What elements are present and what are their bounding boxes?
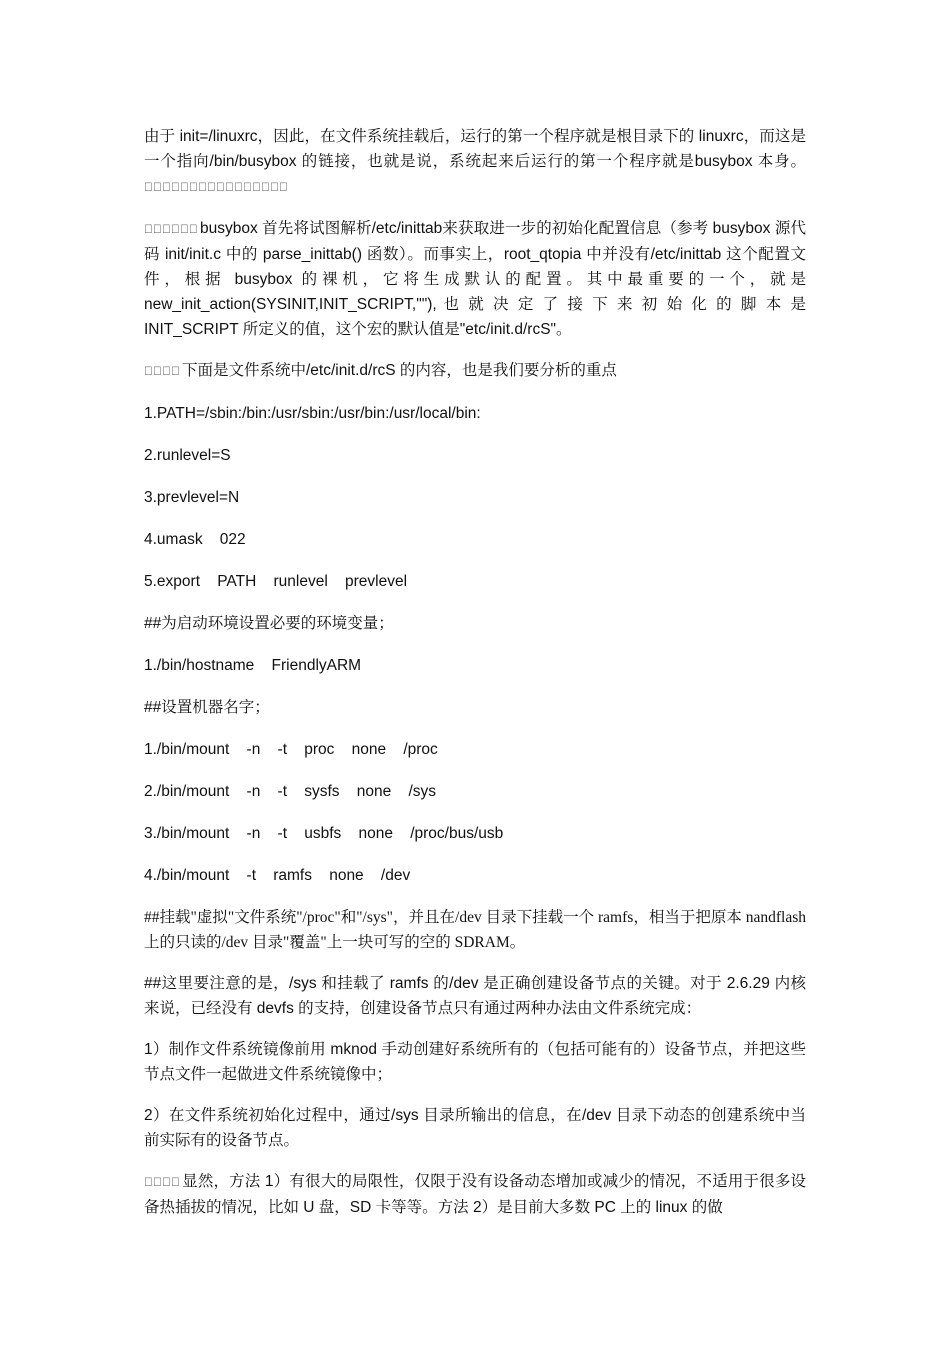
missing-glyphs: ￿￿￿￿￿￿: [144, 222, 198, 236]
paragraph-busybox-inittab: [144, 216, 806, 342]
code-line-export: 5.export PATH runlevel prevlevel: [144, 573, 408, 590]
comment-env-vars: ##为启动环境设置必要的环境变量；: [144, 615, 394, 632]
missing-glyphs: ￿￿￿￿: [144, 364, 180, 378]
document-body: [144, 124, 806, 1236]
missing-glyphs: ￿￿￿￿￿￿￿￿￿￿￿￿￿￿￿￿: [144, 180, 288, 194]
code-line-mount-dev: 4./bin/mount -t ramfs none /dev: [144, 867, 411, 884]
paragraph-rcs-intro: [144, 358, 806, 384]
code-line-umask: 4.umask 022: [144, 531, 246, 548]
paragraph-text: 下面是文件系统中/etc/init.d/rcS 的内容，也是我们要分析的重点: [182, 362, 617, 379]
code-line-path: 1.PATH=/sbin:/bin:/usr/sbin:/usr/bin:/usr/local/bin:: [144, 405, 481, 422]
comment-hostname: ##设置机器名字；: [144, 699, 270, 716]
paragraph-text: 由于 init=/linuxrc，因此，在文件系统挂载后，运行的第一个程序就是根目录下的 linuxrc，而这是一个指向/bin/busybox 的链接，也就是说，系统起来后运行的第一个程序就是busybox 本身。: [144, 128, 806, 170]
comment-mount-virtual-fs: ##挂载"虚拟"文件系统"/proc"和"/sys"，并且在/dev 目录下挂载一个 ramfs，相当于把原本 nandflash 上的只读的/dev 目录"覆盖"上一块可写的空的 SDRAM。: [144, 909, 806, 951]
code-line-mount-usb: 3./bin/mount -n -t usbfs none /proc/bus/usb: [144, 825, 504, 842]
code-line-mount-proc: 1./bin/mount -n -t proc none /proc: [144, 741, 438, 758]
code-line-runlevel: 2.runlevel=S: [144, 447, 231, 464]
code-line-hostname: 1./bin/hostname FriendlyARM: [144, 657, 362, 674]
missing-glyphs: ￿￿￿￿: [144, 1175, 180, 1189]
paragraph-init-linuxrc: [144, 124, 806, 200]
code-line-prevlevel: 3.prevlevel=N: [144, 489, 240, 506]
paragraph-method-1: 1）制作文件系统镜像前用 mknod 手动创建好系统所有的（包括可能有的）设备节点，并把这些节点文件一起做进文件系统镜像中；: [144, 1041, 806, 1083]
paragraph-text: busybox 首先将试图解析/etc/inittab来获取进一步的初始化配置信息（参考 busybox 源代码 init/init.c 中的 parse_inittab() 函数）。而事实上，root_qtopia 中并没有/etc/inittab 这个配置文件，根据 busybox 的裸机，它将生成默认的配置。其中最重要的一个，就是 new_init_action(SYSINIT,INIT_SCRIPT,""), 也 就 决 定 了 接 下 来 初 始 化 的 脚 本 是 INIT_SCRIPT 所定义的值，这个宏的默认值是"etc/init.d/rcS"。: [144, 220, 806, 338]
paragraph-conclusion: [144, 1169, 806, 1220]
code-line-mount-sys: 2./bin/mount -n -t sysfs none /sys: [144, 783, 437, 800]
paragraph-text: 显然，方法 1）有很大的局限性，仅限于没有设备动态增加或减少的情况，不适用于很多设备热插拔的情况，比如 U 盘，SD 卡等等。方法 2）是目前大多数 PC 上的 linux 的做: [144, 1173, 806, 1216]
paragraph-method-2: 2）在文件系统初始化过程中，通过/sys 目录所输出的信息，在/dev 目录下动态的创建系统中当前实际有的设备节点。: [144, 1107, 806, 1149]
paragraph-device-nodes: ##这里要注意的是，/sys 和挂载了 ramfs 的/dev 是正确创建设备节点的关键。对于 2.6.29 内核来说，已经没有 devfs 的支持，创建设备节点只有通过两种办法由文件系统完成：: [144, 975, 806, 1017]
